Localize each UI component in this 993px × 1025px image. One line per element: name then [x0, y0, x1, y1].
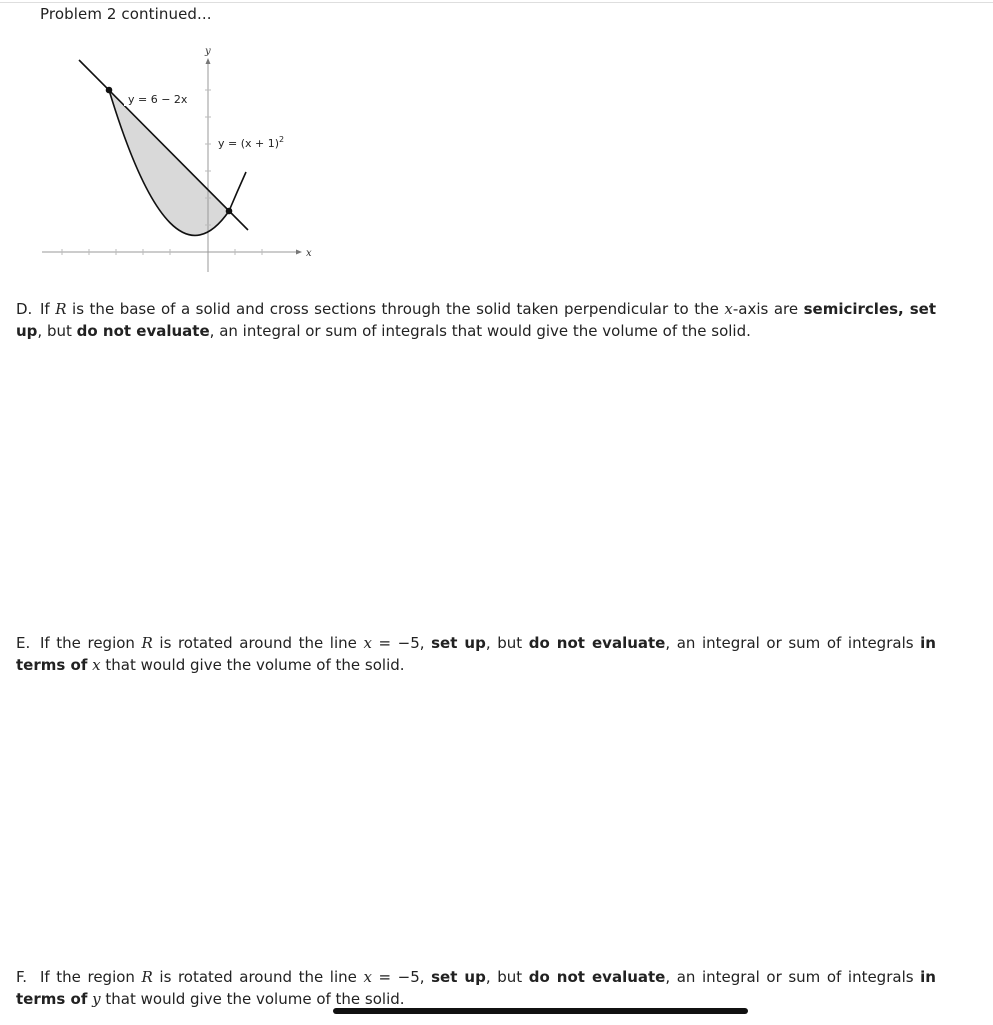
problem-d-bold-2: do not evaluate — [76, 322, 210, 340]
y-axis-label: y — [205, 46, 211, 57]
home-indicator-bar[interactable] — [333, 1008, 748, 1014]
problem-e-letter: E. — [16, 634, 31, 652]
problem-f-var: y — [92, 990, 101, 1008]
problem-e-text-1: If the region — [40, 634, 142, 652]
problem-e-eq-x: x — [363, 634, 372, 652]
problem-d-text-3: -axis are — [732, 300, 804, 318]
parabola-label — [218, 135, 284, 150]
problem-f-eq-x: x — [363, 968, 372, 986]
line-label: y = 6 − 2x — [128, 93, 188, 106]
problem-f-text-4: , an integral or sum of integrals — [665, 968, 921, 986]
problem-f-letter: F. — [16, 968, 27, 986]
problem-d-text-2: is the base of a solid and cross sections through the solid taken perpendicular to the — [66, 300, 725, 318]
problem-e-var: x — [92, 656, 101, 674]
x-axis-label: x — [306, 248, 312, 259]
problem-d — [16, 298, 936, 342]
problem-e-bold-3: in terms of — [16, 634, 936, 674]
problem-f-var-r: R — [141, 968, 153, 986]
problem-e-bold-2: do not evaluate — [528, 634, 666, 652]
problem-d-bold-1: semicircles, set up — [16, 300, 936, 340]
problem-e-text-2: is rotated around the line — [152, 634, 364, 652]
problem-e — [16, 632, 936, 676]
problem-e-eq-rest: = −5, — [371, 634, 432, 652]
intersection-point-right — [226, 208, 233, 215]
region-graph — [0, 0, 993, 290]
problem-e-var-r: R — [141, 634, 153, 652]
problem-f-text-3: , but — [485, 968, 529, 986]
problem-f-text-2: is rotated around the line — [152, 968, 364, 986]
problem-d-letter: D. — [16, 300, 33, 318]
problem-e-bold-1: set up — [431, 634, 486, 652]
x-axis-arrow — [296, 250, 302, 255]
problem-f-text-1: If the region — [40, 968, 142, 986]
page-header: Problem 2 continued... — [40, 5, 212, 23]
problem-f-eq-rest: = −5, — [371, 968, 432, 986]
intersection-point-left — [106, 87, 113, 94]
problem-e-text-4: , an integral or sum of integrals — [665, 634, 921, 652]
problem-f-bold-1: set up — [431, 968, 486, 986]
parabola-label-exponent: 2 — [279, 135, 285, 144]
y-axis-arrow — [206, 58, 211, 64]
problem-d-var-r: R — [55, 300, 67, 318]
problem-f — [16, 966, 936, 1010]
problem-f-bold-2: do not evaluate — [528, 968, 666, 986]
problem-f-text-6: that would give the volume of the solid. — [100, 990, 405, 1008]
problem-d-text-5: , an integral or sum of integrals that would give the volume of the solid. — [209, 322, 751, 340]
problem-d-text-1: If — [40, 300, 56, 318]
problem-e-text-3: , but — [485, 634, 529, 652]
problem-d-var-x: x — [724, 300, 733, 318]
problem-e-text-6: that would give the volume of the solid. — [100, 656, 405, 674]
parabola-label-base: y = (x + 1) — [218, 137, 280, 150]
problem-d-text-4: , but — [37, 322, 77, 340]
problem-f-bold-3: in terms of — [16, 968, 936, 1008]
shaded-region — [109, 90, 229, 235]
